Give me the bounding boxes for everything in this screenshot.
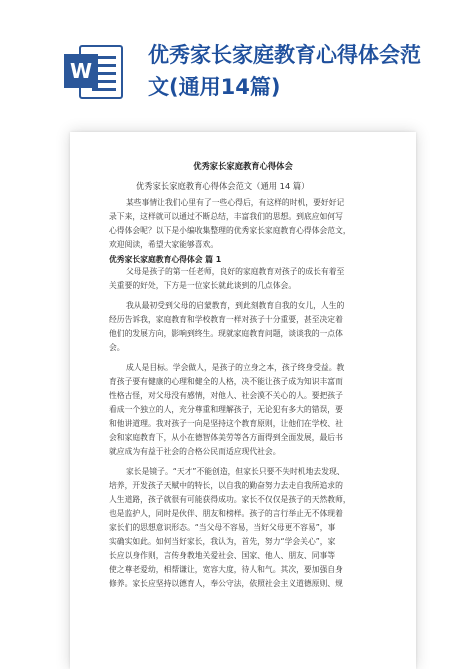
- paragraph-line: 看成一个独立的人，充分尊重和理解孩子，无论犯有多大的错误，要: [109, 405, 343, 414]
- paragraph-line: 他们的发展方向，影响到终生。现就家庭教育问题，谈谈我的一点体: [109, 329, 343, 338]
- paragraph-line: 实确实如此。如何当好家长，我认为，首先，努力“学会关心”，家: [109, 537, 336, 546]
- paragraph-line: 使之尊老爱幼，相帮谦让，宽容大度，待人和气。其次，要加强自身: [109, 565, 343, 574]
- paragraph-line: 成人是目标。学会做人，是孩子的立身之本，孩子终身受益。教: [126, 363, 345, 372]
- paragraph-line: 家长们的思想意识形态。“当父母不容易，当好父母更不容易”，事: [109, 523, 336, 532]
- paragraph-line: 和他讲道理。我对孩子一向是坚持这个教育原则，让他们在学校、社: [109, 419, 343, 428]
- paragraph-line: 会。: [109, 343, 125, 352]
- paragraph-line: 人生道路，孩子就很有可能获得成功。家长不仅仅是孩子的天然教师，: [109, 495, 351, 504]
- paragraph-line: 就应成为有益于社会的合格公民而适应现代社会。: [109, 447, 281, 456]
- paragraph-line: 会和家庭教育下，从小在德智体美劳等各方面得到全面发展，最后书: [109, 433, 343, 442]
- intro-line: 心得体会呢？以下是小编收集整理的优秀家长家庭教育心得体会范文，: [109, 226, 351, 235]
- page-title-line1: 优秀家长家庭教育心得体会范: [148, 43, 421, 67]
- paragraph-line: 父母是孩子的第一任老师，良好的家庭教育对孩子的成长有着至: [126, 267, 345, 276]
- intro-line: 欢迎阅读，希望大家能够喜欢。: [109, 240, 219, 249]
- paragraph-line: 家长是镜子。“天才”不能创造，但家长只要不失时机地去发现、: [126, 467, 345, 476]
- section-heading: 优秀家长家庭教育心得体会 篇 1: [109, 255, 222, 264]
- body-paragraph: [86, 361, 400, 459]
- page-title-line2: 文(通用14篇): [148, 75, 281, 99]
- body-paragraph: [86, 299, 400, 355]
- header-banner: [0, 0, 474, 130]
- document-subtitle: 优秀家长家庭教育心得体会范文（通用 14 篇）: [136, 181, 310, 191]
- word-icon-letter: W: [69, 59, 93, 83]
- paragraph-line: 培养，开发孩子天赋中的特长，以自我的勤奋努力去走自我所追求的: [109, 481, 343, 490]
- paragraph-line: 经历告诉我，家庭教育和学校教育一样对孩子十分重要，甚至决定着: [109, 315, 343, 324]
- intro-line: 录下来，这样就可以通过不断总结，丰富我们的思想。到底应如何写: [109, 212, 343, 221]
- page-title: [148, 39, 458, 103]
- document-page: [70, 132, 416, 669]
- body-paragraph: [86, 465, 400, 591]
- word-document-icon: [62, 40, 124, 102]
- paragraph-line: 性格古怪，对父母没有感情，对他人、社会漠不关心的人。要把孩子: [109, 391, 343, 400]
- paragraph-line: 也是监护人，同时是伙伴、朋友和榜样。孩子的言行举止无不体现着: [109, 509, 343, 518]
- document-content: [86, 161, 400, 597]
- document-title: 优秀家长家庭教育心得体会: [193, 161, 293, 171]
- paragraph-line: 修养。家长应坚持以德育人，奉公守法，依照社会主义道德原则、规: [109, 579, 343, 588]
- intro-paragraph: [86, 196, 400, 252]
- paragraph-line: 育孩子要有健康的心理和健全的人格，决不能让孩子成为知识丰富而: [109, 377, 343, 386]
- paragraph-line: 我从最初受到父母的启蒙教育，到此刻教育自我的女儿，人生的: [126, 301, 345, 310]
- paragraph-line: 关重要的好处，下方是一位家长就此谈到的几点体会。: [109, 281, 297, 290]
- paragraph-line: 长应以身作则，言传身教地关爱社会、国家、他人、朋友、同事等: [109, 551, 336, 560]
- intro-line: 某些事情让我们心里有了一些心得后，有这样的时机，要好好记: [126, 198, 345, 207]
- body-paragraph: [86, 265, 400, 293]
